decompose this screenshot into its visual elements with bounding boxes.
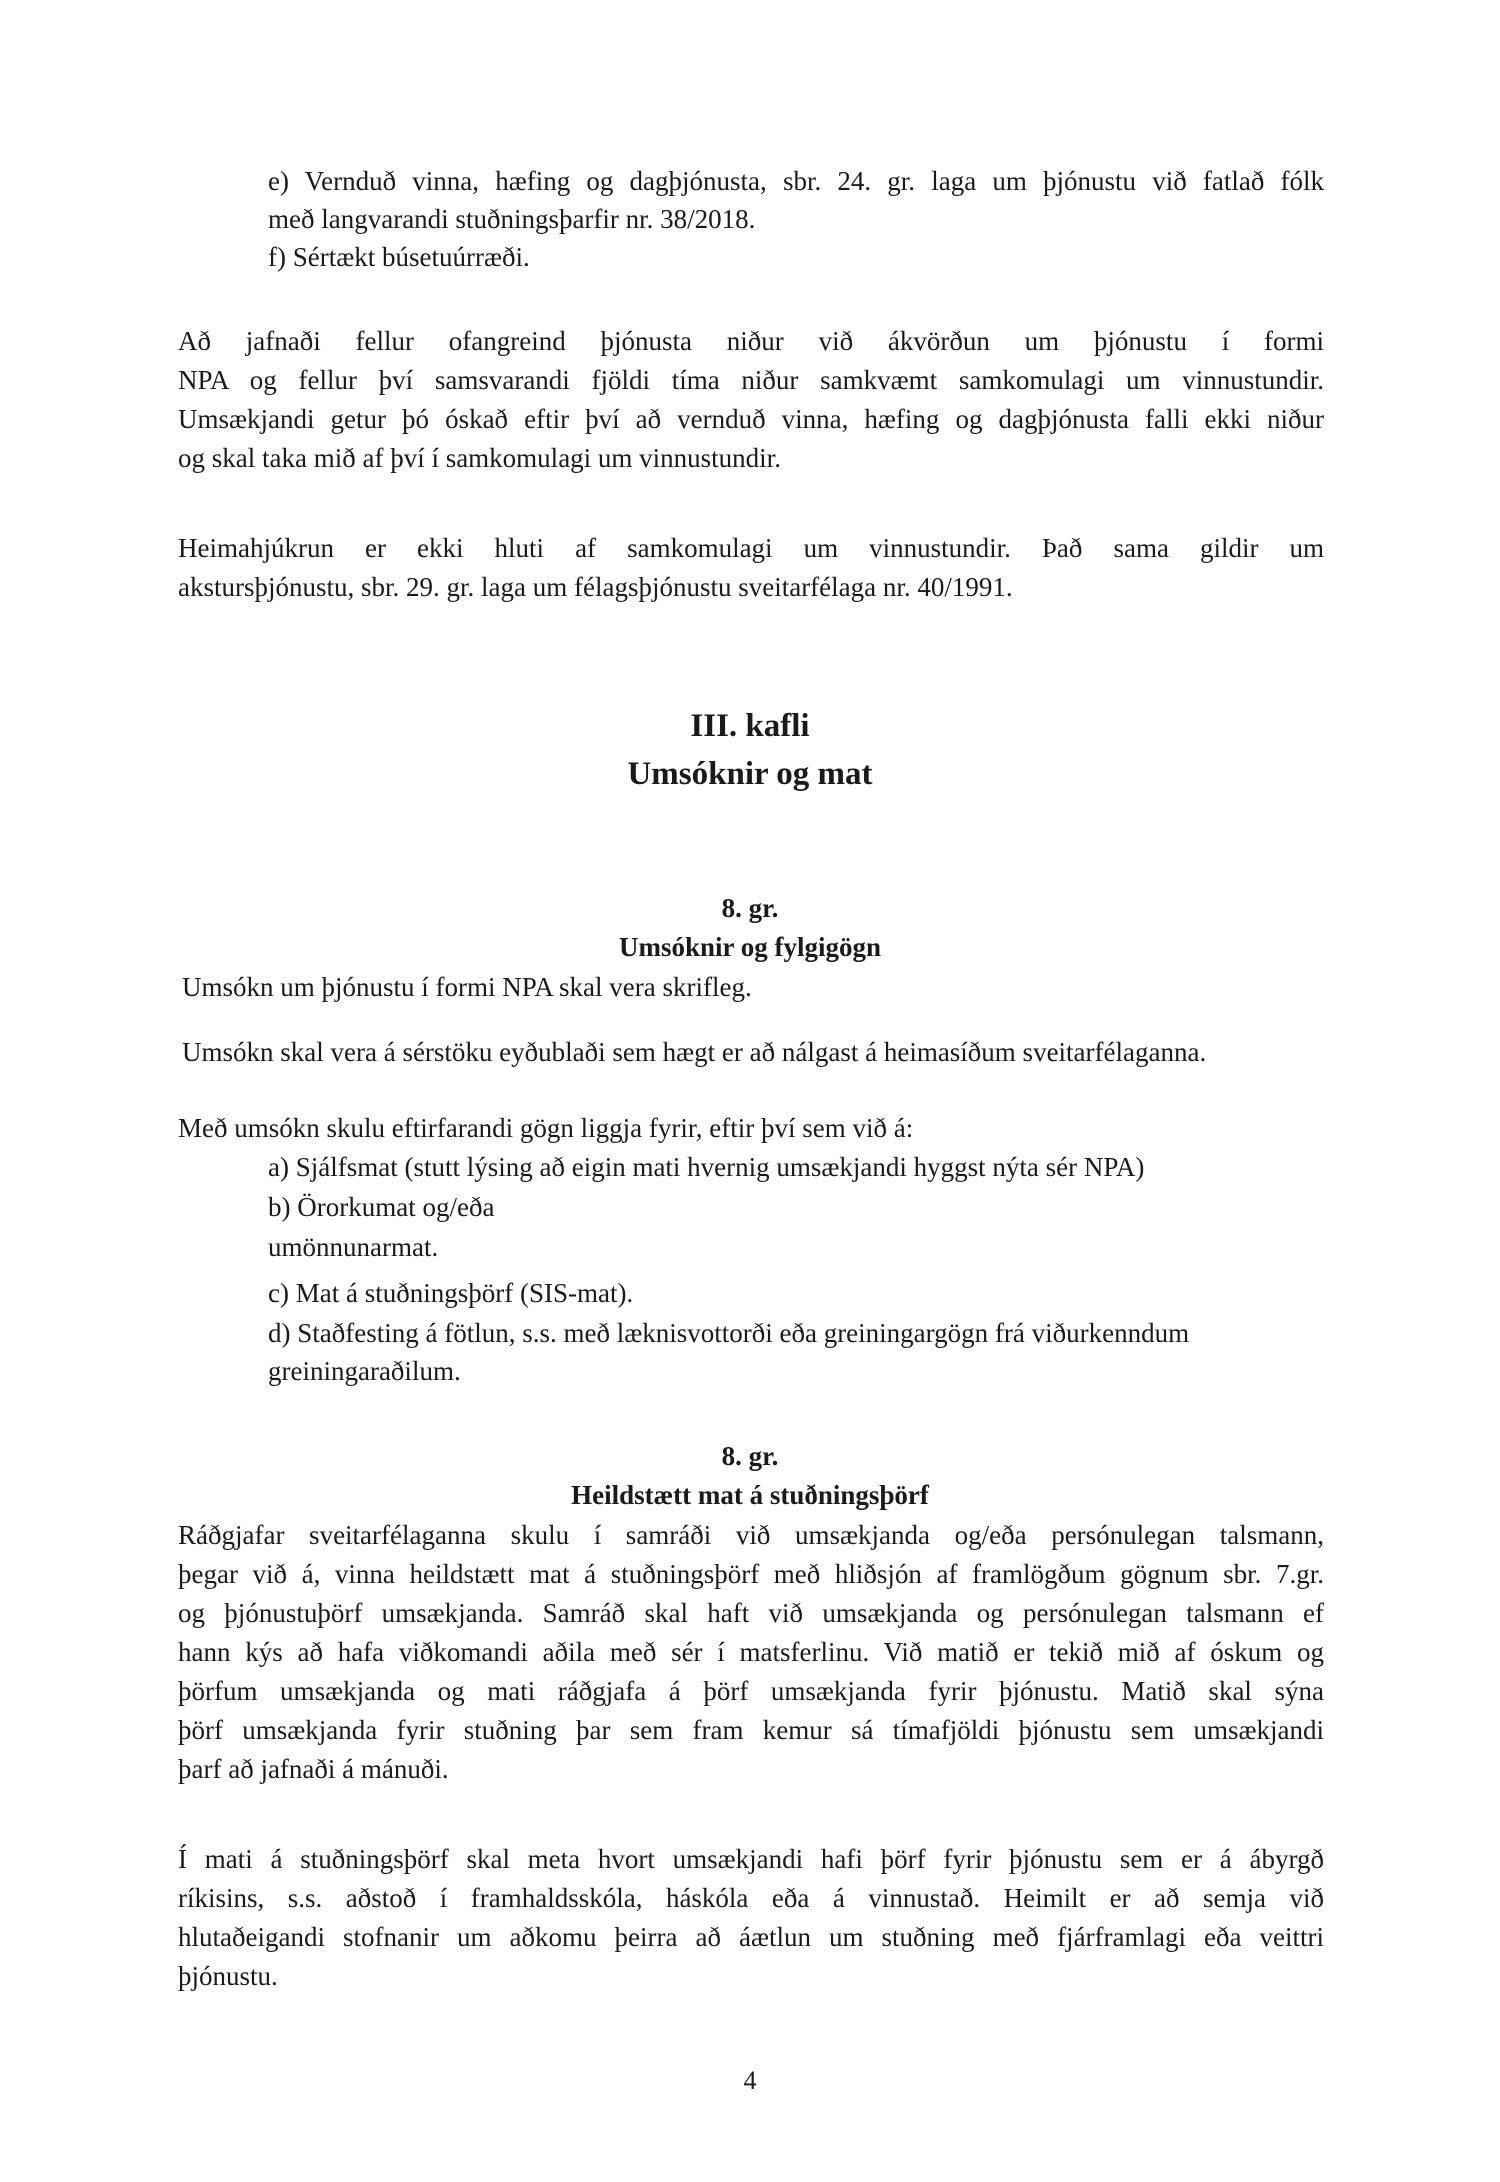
article-2-p2-line1: Í mati á stuðningsþörf skal meta hvort umsækjandi hafi þörf fyrir þjónustu sem er á ábyrgð xyxy=(178,1844,1324,1874)
paragraph-1-line1: Að jafnaði fellur ofangreind þjónusta niður við ákvörðun um þjónustu í formi xyxy=(178,326,1324,356)
list-item-b: b) Örorkumat og/eða xyxy=(268,1192,495,1222)
article-2-p1-line6: þörf umsækjanda fyrir stuðning þar sem fram kemur sá tímafjöldi þjónustu sem umsækjandi xyxy=(178,1715,1324,1745)
article-2-p1-line5: þörfum umsækjanda og mati ráðgjafa á þörf umsækjanda fyrir þjónustu. Matið skal sýna xyxy=(178,1676,1324,1706)
list-item-d-line1: d) Staðfesting á fötlun, s.s. með læknisvottorði eða greiningargögn frá viðurkenndum xyxy=(268,1318,1190,1348)
list-item-e-line2: með langvarandi stuðningsþarfir nr. 38/2018. xyxy=(268,204,756,234)
paragraph-1-line4: og skal taka mið af því í samkomulagi um vinnustundir. xyxy=(178,443,781,473)
article-1-paragraph-1: Umsókn um þjónustu í formi NPA skal vera skrifleg. xyxy=(182,972,752,1002)
paragraph-2-line2: akstursþjónustu, sbr. 29. gr. laga um félagsþjónustu sveitarfélaga nr. 40/1991. xyxy=(178,572,1013,602)
article-2-p2-line2: ríkisins, s.s. aðstoð í framhaldsskóla, háskóla eða á vinnustað. Heimilt er að semja við xyxy=(178,1883,1324,1913)
article-1-number: 8. gr. xyxy=(721,893,779,923)
chapter-title: Umsóknir og mat xyxy=(627,756,873,792)
paragraph-1-line3: Umsækjandi getur þó óskað eftir því að vernduð vinna, hæfing og dagþjónusta falli ekki niður xyxy=(178,404,1324,434)
article-2-title: Heildstætt mat á stuðningsþörf xyxy=(571,1480,929,1510)
list-item-d-line2: greiningaraðilum. xyxy=(268,1356,461,1386)
article-2-p2-line4: þjónustu. xyxy=(178,1961,278,1991)
list-item-f: f) Sértækt búsetuúrræði. xyxy=(268,242,530,272)
chapter-number: III. kafli xyxy=(690,708,810,744)
article-2-p1-line1: Ráðgjafar sveitarfélaganna skulu í samráði við umsækjanda og/eða persónulegan talsmann, xyxy=(178,1520,1324,1550)
paragraph-2-line1: Heimahjúkrun er ekki hluti af samkomulagi um vinnustundir. Það sama gildir um xyxy=(178,533,1324,563)
list-item-e-line1: e) Vernduð vinna, hæfing og dagþjónusta, sbr. 24. gr. laga um þjónustu við fatlað fólk xyxy=(268,166,1324,196)
list-item-c: c) Mat á stuðningsþörf (SIS-mat). xyxy=(268,1278,634,1308)
article-2-number: 8. gr. xyxy=(721,1441,779,1471)
article-1-title: Umsóknir og fylgigögn xyxy=(618,932,882,962)
paragraph-1-line2: NPA og fellur því samsvarandi fjöldi tíma niður samkvæmt samkomulagi um vinnustundir. xyxy=(178,365,1324,395)
list-item-a: a) Sjálfsmat (stutt lýsing að eigin mati hvernig umsækjandi hyggst nýta sér NPA) xyxy=(268,1152,1145,1182)
article-2-p1-line4: hann kýs að hafa viðkomandi aðila með sér í matsferlinu. Við matið er tekið mið af óskum og xyxy=(178,1637,1324,1667)
article-2-p1-line7: þarf að jafnaði á mánuði. xyxy=(178,1754,449,1784)
article-1-paragraph-3: Með umsókn skulu eftirfarandi gögn liggja fyrir, eftir því sem við á: xyxy=(178,1113,914,1143)
article-1-paragraph-2: Umsókn skal vera á sérstöku eyðublaði sem hægt er að nálgast á heimasíðum sveitarfélaganna. xyxy=(182,1037,1207,1067)
article-2-p2-line3: hlutaðeigandi stofnanir um aðkomu þeirra að áætlun um stuðning með fjárframlagi eða veittri xyxy=(178,1922,1324,1952)
article-2-p1-line2: þegar við á, vinna heildstætt mat á stuðningsþörf með hliðsjón af framlögðum gögnum sbr. 7.gr. xyxy=(178,1559,1324,1589)
list-item-b-cont: umönnunarmat. xyxy=(268,1232,439,1262)
article-2-p1-line3: og þjónustuþörf umsækjanda. Samráð skal haft við umsækjanda og persónulegan talsmann ef xyxy=(178,1598,1324,1628)
page-number: 4 xyxy=(743,2066,757,2095)
